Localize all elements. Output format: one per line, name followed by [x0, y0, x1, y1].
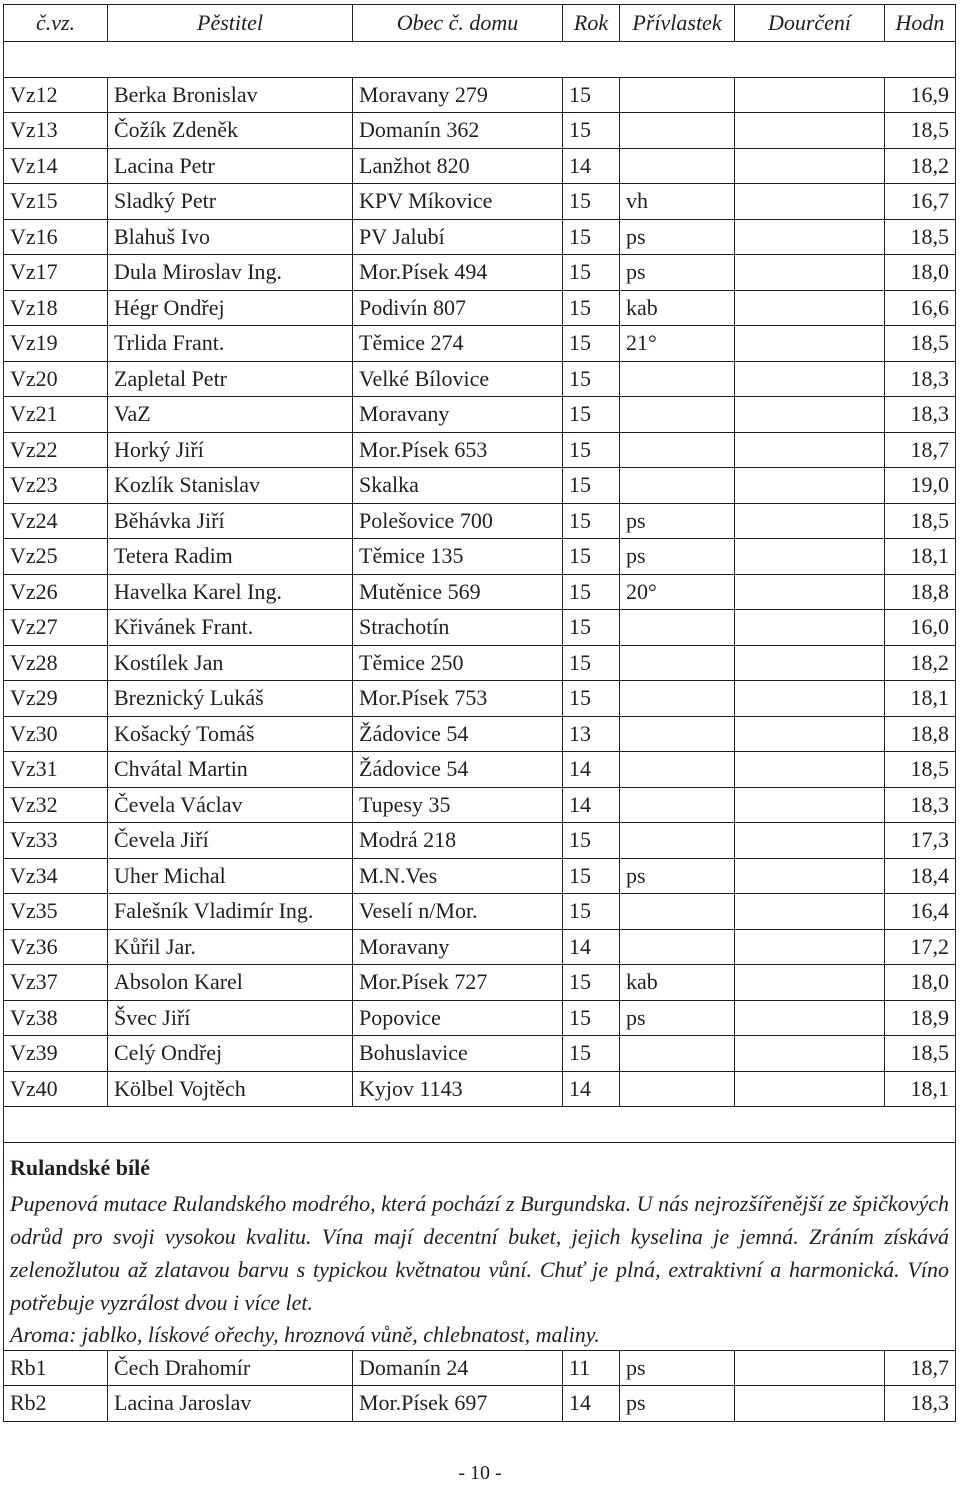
cell-pestitel: Lacina Jaroslav — [108, 1386, 353, 1422]
cell-pestitel: Falešník Vladimír Ing. — [108, 894, 353, 930]
cell-hodn: 18,5 — [885, 503, 956, 539]
cell-hodn: 19,0 — [885, 468, 956, 504]
cell-pestitel: Blahuš Ivo — [108, 219, 353, 255]
cell-obec: M.N.Ves — [353, 858, 563, 894]
cell-dourceni — [735, 894, 885, 930]
cell-rok: 15 — [563, 468, 620, 504]
table-row — [4, 1000, 956, 1036]
cell-dourceni — [735, 77, 885, 113]
cell-obec: Moravany — [353, 929, 563, 965]
wine-samples-table — [3, 4, 956, 1422]
cell-rok: 15 — [563, 255, 620, 291]
cell-privlastek: ps — [620, 1386, 735, 1422]
cell-obec: Lanžhot 820 — [353, 148, 563, 184]
table-row — [4, 255, 956, 291]
cell-pestitel: Celý Ondřej — [108, 1036, 353, 1072]
cell-obec: Mor.Písek 753 — [353, 681, 563, 717]
cell-dourceni — [735, 219, 885, 255]
cell-pestitel: Tetera Radim — [108, 539, 353, 575]
header-rok: Rok — [563, 5, 620, 42]
cell-dourceni — [735, 184, 885, 220]
cell-hodn: 16,0 — [885, 610, 956, 646]
cell-privlastek — [620, 397, 735, 433]
section-aroma-row — [4, 1319, 956, 1351]
cell-obec: Mor.Písek 653 — [353, 432, 563, 468]
cell-privlastek — [620, 681, 735, 717]
cell-hodn: 16,4 — [885, 894, 956, 930]
cell-dourceni — [735, 1350, 885, 1386]
table-row — [4, 645, 956, 681]
cell-dourceni — [735, 929, 885, 965]
cell-obec: KPV Míkovice — [353, 184, 563, 220]
spacer-row — [4, 42, 956, 78]
cell-pestitel: Hégr Ondřej — [108, 290, 353, 326]
cell-cislo: Vz14 — [4, 148, 108, 184]
cell-cislo: Vz26 — [4, 574, 108, 610]
cell-privlastek — [620, 77, 735, 113]
cell-privlastek — [620, 468, 735, 504]
cell-hodn: 18,5 — [885, 752, 956, 788]
cell-pestitel: Berka Bronislav — [108, 77, 353, 113]
table-row — [4, 184, 956, 220]
cell-dourceni — [735, 1386, 885, 1422]
table-row — [4, 787, 956, 823]
cell-cislo: Vz36 — [4, 929, 108, 965]
cell-dourceni — [735, 752, 885, 788]
cell-obec: Podivín 807 — [353, 290, 563, 326]
cell-rok: 15 — [563, 539, 620, 575]
cell-rok: 11 — [563, 1350, 620, 1386]
table-row — [4, 361, 956, 397]
header-hodn: Hodn — [885, 5, 956, 42]
cell-hodn: 18,1 — [885, 539, 956, 575]
cell-cislo: Vz21 — [4, 397, 108, 433]
cell-privlastek: ps — [620, 1000, 735, 1036]
cell-cislo: Vz33 — [4, 823, 108, 859]
cell-pestitel: Čevela Václav — [108, 787, 353, 823]
header-privlastek: Přívlastek — [620, 5, 735, 42]
cell-obec: Veselí n/Mor. — [353, 894, 563, 930]
cell-rok: 15 — [563, 113, 620, 149]
cell-rok: 14 — [563, 1386, 620, 1422]
cell-obec: Skalka — [353, 468, 563, 504]
header-dourceni: Dourčení — [735, 5, 885, 42]
header-obec: Obec č. domu — [353, 5, 563, 42]
cell-cislo: Vz29 — [4, 681, 108, 717]
cell-hodn: 17,2 — [885, 929, 956, 965]
cell-pestitel: Sladký Petr — [108, 184, 353, 220]
table-row — [4, 965, 956, 1001]
cell-rok: 15 — [563, 326, 620, 362]
cell-obec: Těmice 274 — [353, 326, 563, 362]
section-aroma: Aroma: jablko, lískové ořechy, hroznová vůně, chlebnatost, maliny. — [4, 1319, 956, 1351]
cell-obec: Žádovice 54 — [353, 752, 563, 788]
cell-cislo: Vz31 — [4, 752, 108, 788]
cell-pestitel: Kozlík Stanislav — [108, 468, 353, 504]
cell-obec: Mutěnice 569 — [353, 574, 563, 610]
cell-cislo: Vz20 — [4, 361, 108, 397]
cell-cislo: Vz28 — [4, 645, 108, 681]
cell-hodn: 18,7 — [885, 432, 956, 468]
cell-pestitel: Křivánek Frant. — [108, 610, 353, 646]
cell-privlastek: ps — [620, 255, 735, 291]
cell-pestitel: Uher Michal — [108, 858, 353, 894]
cell-dourceni — [735, 290, 885, 326]
cell-hodn: 18,5 — [885, 219, 956, 255]
cell-cislo: Vz40 — [4, 1071, 108, 1107]
cell-rok: 13 — [563, 716, 620, 752]
header-pestitel: Pěstitel — [108, 5, 353, 42]
cell-cislo: Vz19 — [4, 326, 108, 362]
cell-privlastek: ps — [620, 503, 735, 539]
cell-pestitel: Kostílek Jan — [108, 645, 353, 681]
cell-cislo: Vz39 — [4, 1036, 108, 1072]
cell-dourceni — [735, 823, 885, 859]
cell-hodn: 18,9 — [885, 1000, 956, 1036]
cell-rok: 15 — [563, 184, 620, 220]
cell-hodn: 18,8 — [885, 716, 956, 752]
page-number: - 10 - — [458, 1462, 502, 1484]
cell-privlastek — [620, 432, 735, 468]
cell-obec: Domanín 362 — [353, 113, 563, 149]
cell-dourceni — [735, 148, 885, 184]
cell-pestitel: Čech Drahomír — [108, 1350, 353, 1386]
cell-privlastek: 20° — [620, 574, 735, 610]
table-row — [4, 219, 956, 255]
cell-pestitel: Čožík Zdeněk — [108, 113, 353, 149]
section-description: Pupenová mutace Rulandského modrého, která pochází z Burgundska. U nás nejrozšířenější ze špičkových odrůd pro svoji vysokou kvalitu. Vína mají decentní buket, jejich kyselina je jemná. Zráním získává zelenožlutou až zlatavou barvu s typickou květnatou vůní. Chuť je plná, extraktivní a harmonická. Víno potřebuje vyzrálost dvou i více let. — [4, 1187, 956, 1319]
cell-cislo: Vz35 — [4, 894, 108, 930]
cell-pestitel: Lacina Petr — [108, 148, 353, 184]
section-description-row — [4, 1187, 956, 1319]
cell-pestitel: Chvátal Martin — [108, 752, 353, 788]
cell-rok: 14 — [563, 787, 620, 823]
cell-pestitel: Kůřil Jar. — [108, 929, 353, 965]
cell-hodn: 18,3 — [885, 1386, 956, 1422]
cell-cislo: Vz30 — [4, 716, 108, 752]
cell-dourceni — [735, 610, 885, 646]
cell-rok: 15 — [563, 503, 620, 539]
cell-obec: Popovice — [353, 1000, 563, 1036]
cell-dourceni — [735, 432, 885, 468]
table-row — [4, 77, 956, 113]
cell-rok: 15 — [563, 361, 620, 397]
cell-hodn: 16,6 — [885, 290, 956, 326]
cell-dourceni — [735, 1036, 885, 1072]
cell-obec: Kyjov 1143 — [353, 1071, 563, 1107]
cell-cislo: Vz24 — [4, 503, 108, 539]
cell-privlastek: vh — [620, 184, 735, 220]
table-row — [4, 1386, 956, 1422]
cell-rok: 15 — [563, 1036, 620, 1072]
cell-obec: Mor.Písek 494 — [353, 255, 563, 291]
cell-hodn: 18,5 — [885, 113, 956, 149]
cell-hodn: 18,7 — [885, 1350, 956, 1386]
header-cislo: č.vz. — [4, 5, 108, 42]
cell-privlastek: ps — [620, 539, 735, 575]
table-row — [4, 574, 956, 610]
cell-rok: 15 — [563, 1000, 620, 1036]
cell-hodn: 18,8 — [885, 574, 956, 610]
cell-pestitel: Kölbel Vojtěch — [108, 1071, 353, 1107]
cell-cislo: Vz34 — [4, 858, 108, 894]
section-title: Rulandské bílé — [4, 1142, 956, 1187]
cell-rok: 14 — [563, 752, 620, 788]
cell-hodn: 18,3 — [885, 397, 956, 433]
cell-pestitel: Běhávka Jiří — [108, 503, 353, 539]
cell-pestitel: Breznický Lukáš — [108, 681, 353, 717]
cell-privlastek — [620, 752, 735, 788]
cell-dourceni — [735, 574, 885, 610]
cell-rok: 15 — [563, 645, 620, 681]
cell-cislo: Vz13 — [4, 113, 108, 149]
cell-dourceni — [735, 503, 885, 539]
cell-hodn: 16,9 — [885, 77, 956, 113]
cell-privlastek: ps — [620, 858, 735, 894]
cell-rok: 15 — [563, 965, 620, 1001]
cell-dourceni — [735, 1071, 885, 1107]
cell-cislo: Vz37 — [4, 965, 108, 1001]
cell-hodn: 16,7 — [885, 184, 956, 220]
spacer-cell-2-row — [4, 1107, 956, 1143]
cell-pestitel: Absolon Karel — [108, 965, 353, 1001]
cell-pestitel: Zapletal Petr — [108, 361, 353, 397]
cell-privlastek — [620, 894, 735, 930]
cell-hodn: 18,5 — [885, 326, 956, 362]
cell-rok: 15 — [563, 858, 620, 894]
cell-pestitel: Trlida Frant. — [108, 326, 353, 362]
cell-rok: 15 — [563, 681, 620, 717]
cell-privlastek: kab — [620, 965, 735, 1001]
cell-pestitel: Havelka Karel Ing. — [108, 574, 353, 610]
cell-privlastek — [620, 1071, 735, 1107]
table-row — [4, 432, 956, 468]
cell-cislo: Vz25 — [4, 539, 108, 575]
cell-privlastek — [620, 113, 735, 149]
cell-hodn: 18,2 — [885, 148, 956, 184]
cell-rok: 15 — [563, 219, 620, 255]
cell-dourceni — [735, 965, 885, 1001]
cell-cislo: Vz38 — [4, 1000, 108, 1036]
table-row — [4, 681, 956, 717]
cell-cislo: Rb2 — [4, 1386, 108, 1422]
cell-obec: Žádovice 54 — [353, 716, 563, 752]
cell-dourceni — [735, 539, 885, 575]
cell-rok: 14 — [563, 1071, 620, 1107]
cell-rok: 15 — [563, 397, 620, 433]
cell-rok: 15 — [563, 77, 620, 113]
cell-obec: Bohuslavice — [353, 1036, 563, 1072]
cell-rok: 15 — [563, 823, 620, 859]
cell-pestitel: Čevela Jiří — [108, 823, 353, 859]
cell-dourceni — [735, 1000, 885, 1036]
cell-hodn: 18,1 — [885, 681, 956, 717]
cell-rok: 15 — [563, 610, 620, 646]
cell-cislo: Vz12 — [4, 77, 108, 113]
table-row — [4, 468, 956, 504]
cell-hodn: 18,4 — [885, 858, 956, 894]
cell-dourceni — [735, 113, 885, 149]
table-row — [4, 503, 956, 539]
table-row — [4, 148, 956, 184]
cell-dourceni — [735, 326, 885, 362]
cell-hodn: 18,3 — [885, 361, 956, 397]
cell-cislo: Vz16 — [4, 219, 108, 255]
cell-rok: 15 — [563, 290, 620, 326]
table-row — [4, 823, 956, 859]
cell-privlastek — [620, 1036, 735, 1072]
table-row — [4, 113, 956, 149]
cell-privlastek: 21° — [620, 326, 735, 362]
cell-pestitel: Horký Jiří — [108, 432, 353, 468]
cell-cislo: Vz15 — [4, 184, 108, 220]
cell-rok: 14 — [563, 929, 620, 965]
cell-pestitel: Švec Jiří — [108, 1000, 353, 1036]
cell-obec: Strachotín — [353, 610, 563, 646]
cell-obec: PV Jalubí — [353, 219, 563, 255]
cell-obec: Velké Bílovice — [353, 361, 563, 397]
table-header-row — [4, 5, 956, 42]
cell-privlastek — [620, 929, 735, 965]
table-row — [4, 1036, 956, 1072]
table-row — [4, 1350, 956, 1386]
cell-pestitel: Dula Miroslav Ing. — [108, 255, 353, 291]
spacer-cell-2 — [4, 1107, 956, 1143]
cell-cislo: Vz22 — [4, 432, 108, 468]
table-row — [4, 539, 956, 575]
cell-cislo: Vz17 — [4, 255, 108, 291]
table-row — [4, 752, 956, 788]
cell-obec: Mor.Písek 727 — [353, 965, 563, 1001]
cell-privlastek — [620, 148, 735, 184]
cell-cislo: Vz23 — [4, 468, 108, 504]
cell-rok: 15 — [563, 894, 620, 930]
cell-dourceni — [735, 716, 885, 752]
cell-dourceni — [735, 468, 885, 504]
cell-dourceni — [735, 361, 885, 397]
cell-hodn: 18,0 — [885, 255, 956, 291]
table-row — [4, 326, 956, 362]
table-row — [4, 929, 956, 965]
cell-pestitel: VaZ — [108, 397, 353, 433]
cell-hodn: 17,3 — [885, 823, 956, 859]
cell-dourceni — [735, 787, 885, 823]
table-row — [4, 397, 956, 433]
cell-dourceni — [735, 255, 885, 291]
cell-dourceni — [735, 645, 885, 681]
spacer-cell — [4, 42, 956, 78]
cell-obec: Moravany 279 — [353, 77, 563, 113]
cell-rok: 15 — [563, 432, 620, 468]
cell-cislo: Vz32 — [4, 787, 108, 823]
cell-hodn: 18,3 — [885, 787, 956, 823]
cell-privlastek: ps — [620, 219, 735, 255]
cell-privlastek — [620, 823, 735, 859]
cell-privlastek — [620, 645, 735, 681]
cell-obec: Mor.Písek 697 — [353, 1386, 563, 1422]
cell-cislo: Vz18 — [4, 290, 108, 326]
cell-privlastek — [620, 361, 735, 397]
cell-cislo: Vz27 — [4, 610, 108, 646]
cell-hodn: 18,0 — [885, 965, 956, 1001]
cell-pestitel: Košacký Tomáš — [108, 716, 353, 752]
cell-obec: Těmice 135 — [353, 539, 563, 575]
cell-obec: Moravany — [353, 397, 563, 433]
table-row — [4, 716, 956, 752]
table-row — [4, 858, 956, 894]
cell-cislo: Rb1 — [4, 1350, 108, 1386]
cell-privlastek — [620, 716, 735, 752]
cell-hodn: 18,2 — [885, 645, 956, 681]
cell-privlastek — [620, 787, 735, 823]
cell-privlastek: ps — [620, 1350, 735, 1386]
cell-dourceni — [735, 681, 885, 717]
cell-obec: Těmice 250 — [353, 645, 563, 681]
cell-rok: 14 — [563, 148, 620, 184]
table-row — [4, 894, 956, 930]
cell-dourceni — [735, 858, 885, 894]
cell-obec: Domanín 24 — [353, 1350, 563, 1386]
cell-hodn: 18,5 — [885, 1036, 956, 1072]
cell-obec: Tupesy 35 — [353, 787, 563, 823]
table-row — [4, 610, 956, 646]
table-row — [4, 1071, 956, 1107]
cell-obec: Modrá 218 — [353, 823, 563, 859]
cell-rok: 15 — [563, 574, 620, 610]
section-title-row — [4, 1142, 956, 1187]
cell-privlastek — [620, 610, 735, 646]
table-row — [4, 290, 956, 326]
cell-obec: Polešovice 700 — [353, 503, 563, 539]
cell-dourceni — [735, 397, 885, 433]
cell-privlastek: kab — [620, 290, 735, 326]
cell-hodn: 18,1 — [885, 1071, 956, 1107]
